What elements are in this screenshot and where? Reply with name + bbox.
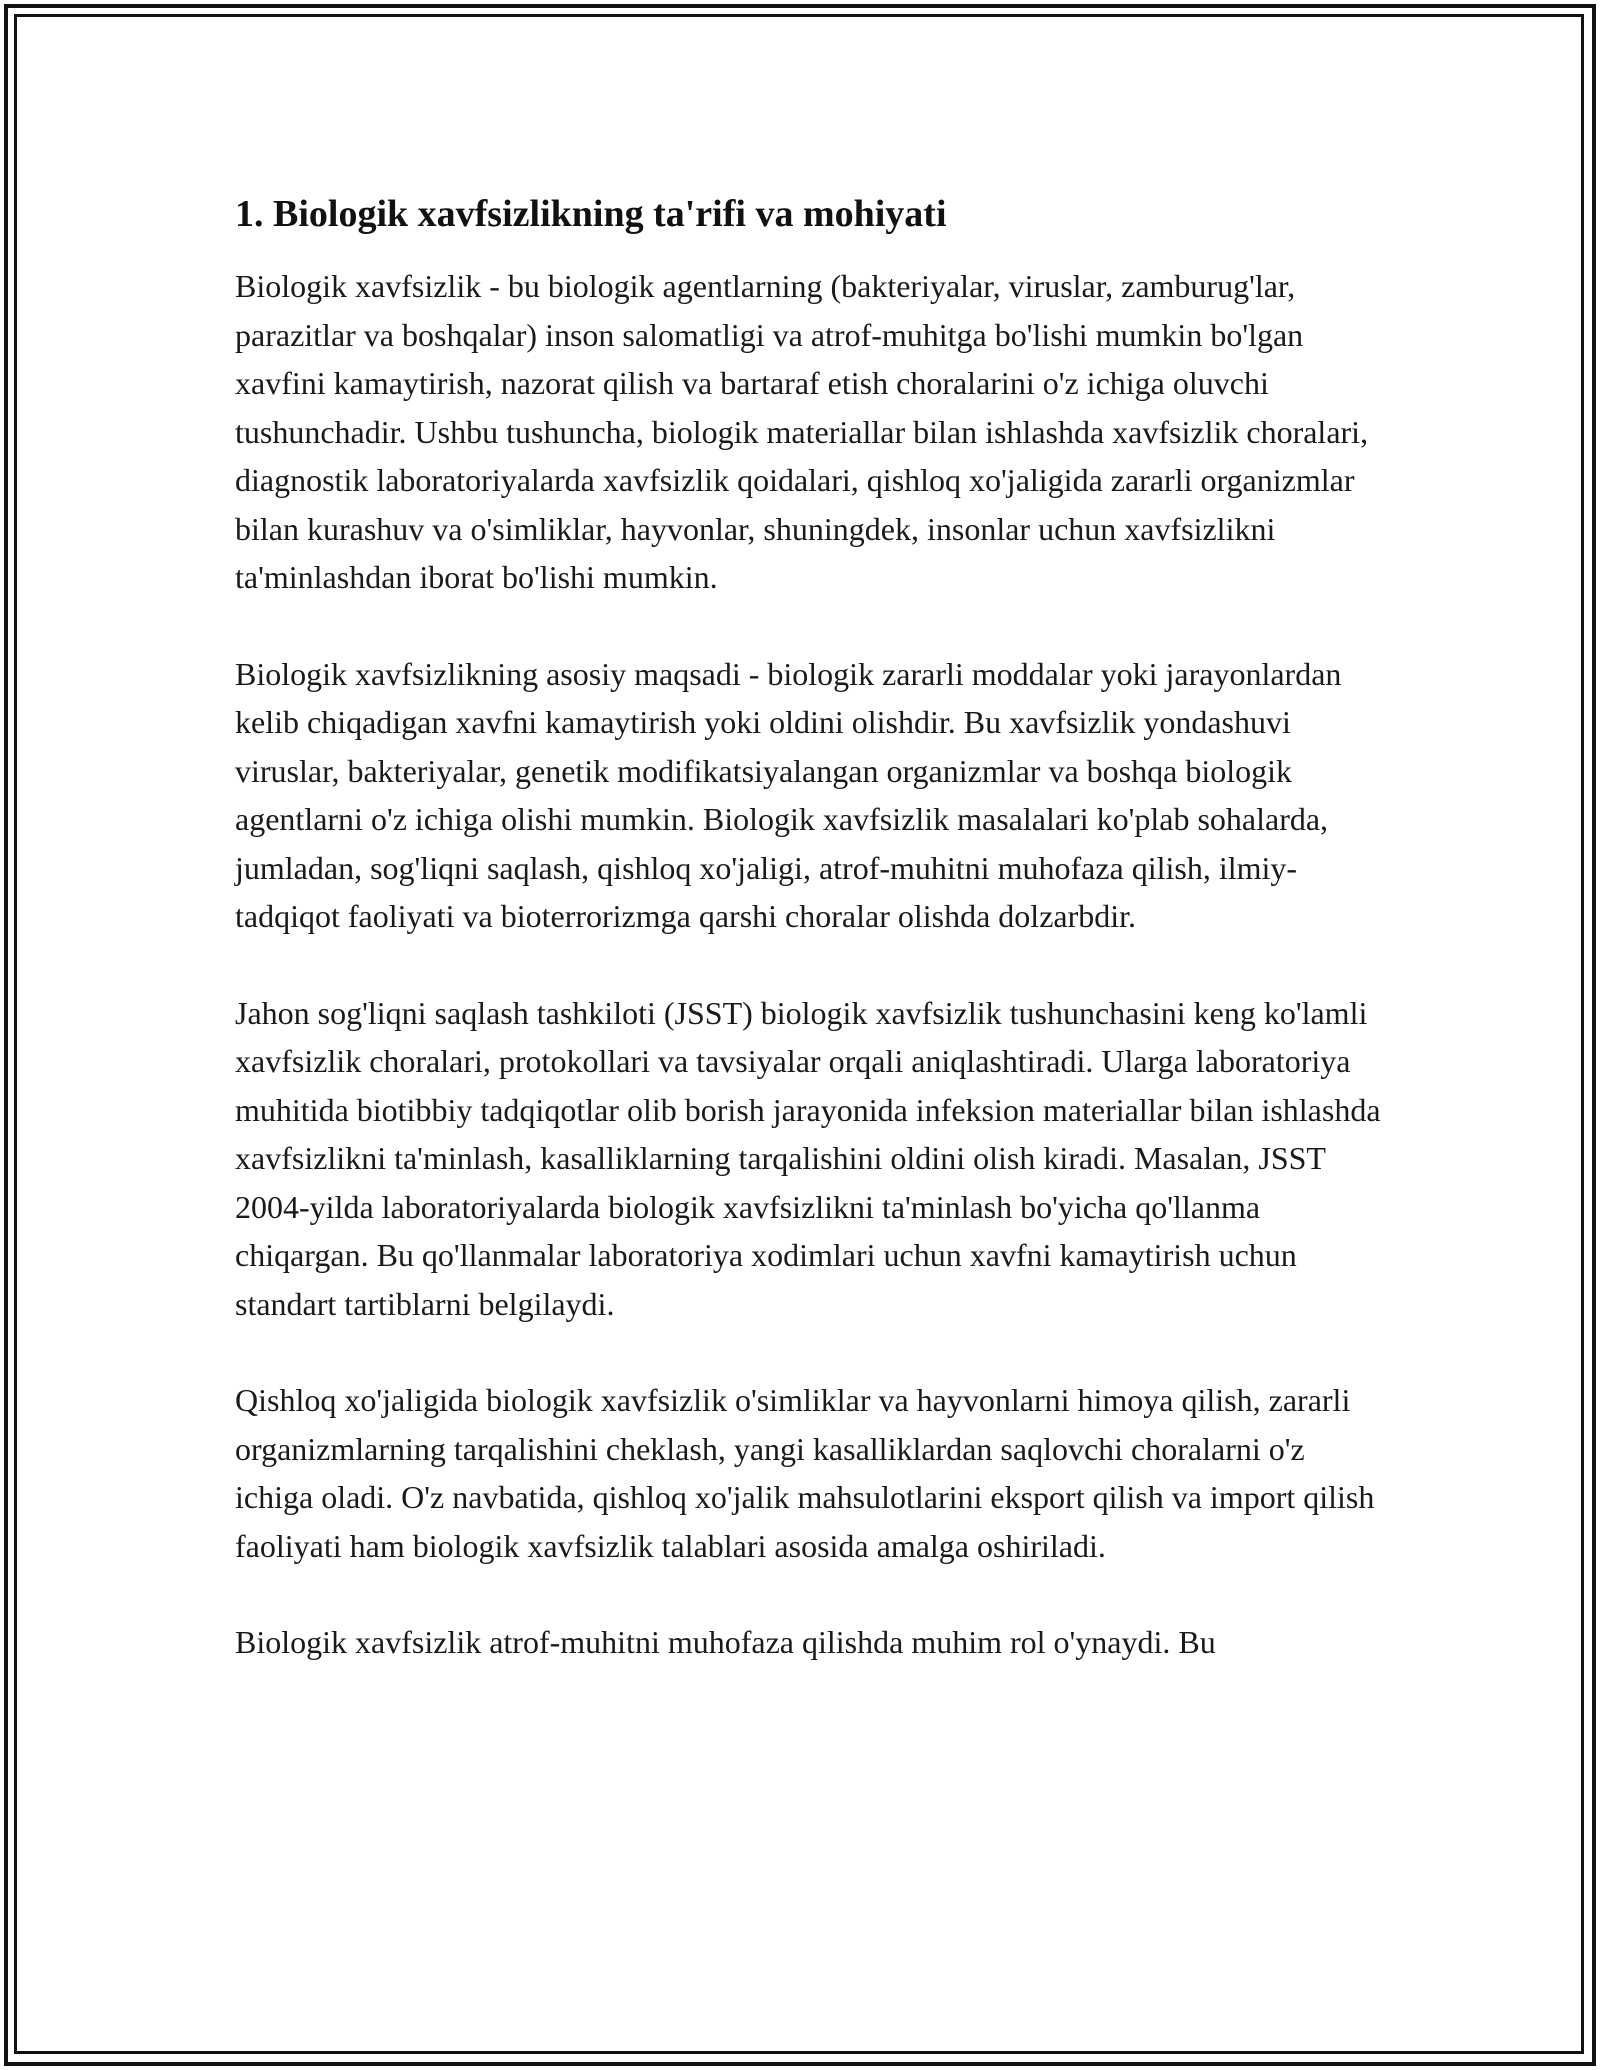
paragraph-definition: Biologik xavfsizlik - bu biologik agentlarning (bakteriyalar, viruslar, zamburug'lar, parazitlar va boshqalar) inson salomatligi va atrof-muhitga bo'lishi mumkin bo'lgan xavfini kamaytirish, nazorat qilish va bartaraf etish choralarini o'z ichiga oluvchi tushunchadir. Ushbu tushuncha, biologik materiallar bilan ishlashda xavfsizlik choralari, diagnostik laboratoriyalarda xavfsizlik qoidalari, qishloq xo'jaligida zararli organizmlar bilan kurashuv va o'simliklar, hayvonlar, shuningdek, insonlar uchun xavfsizlikni ta'minlashdan iborat bo'lishi mumkin. [235,268,1369,595]
section-heading: 1. Biologik xavfsizlikning ta'rifi va mohiyati [235,193,947,235]
document-body [235,186,1385,1715]
paragraph-who: Jahon sog'liqni saqlash tashkiloti (JSST) biologik xavfsizlik tushunchasini keng ko'lamli xavfsizlik choralari, protokollari va tavsiyalar orqali aniqlashtiradi. Ularga laboratoriya muhitida biotibbiy tadqiqotlar olib borish jarayonida infeksion materiallar bilan ishlashda xavfsizlikni ta'minlash, kasalliklarning tarqalishini oldini olish kiradi. Masalan, JSST 2004-yilda laboratoriyalarda biologik xavfsizlikni ta'minlash bo'yicha qo'llanma chiqargan. Bu qo'llanmalar laboratoriya xodimlari uchun xavfni kamaytirish uchun standart tartiblarni belgilaydi. [235,994,1381,1322]
paragraph-main-goal: Biologik xavfsizlikning asosiy maqsadi - biologik zararli moddalar yoki jarayonlardan kelib chiqadigan xavfni kamaytirish yoki oldini olishdir. Bu xavfsizlik yondashuvi viruslar, bakteriyalar, genetik modifikatsiyalangan organizmlar va boshqa biologik agentlarni o'z ichiga olishi mumkin. Biologik xavfsizlik masalalari ko'plab sohalarda, jumladan, sog'liqni saqlash, qishloq xo'jaligi, atrof-muhitni muhofaza qilish, ilmiy-tadqiqot faoliyati va bioterrorizmga qarshi choralar olishda dolzarbdir. [235,655,1342,934]
paragraph-agriculture: Qishloq xo'jaligida biologik xavfsizlik o'simliklar va hayvonlarni himoya qilish, zararli organizmlarning tarqalishini cheklash, yangi kasalliklardan saqlovchi choralarni o'z ichiga oladi. O'z navbatida, qishloq xo'jalik mahsulotlarini eksport qilish va import qilish faoliyati ham biologik xavfsizlik talablari asosida amalga oshiriladi. [235,1382,1375,1564]
paragraph-environment: Biologik xavfsizlik atrof-muhitni muhofaza qilishda muhim rol o'ynaydi. Bu [235,1624,1216,1660]
